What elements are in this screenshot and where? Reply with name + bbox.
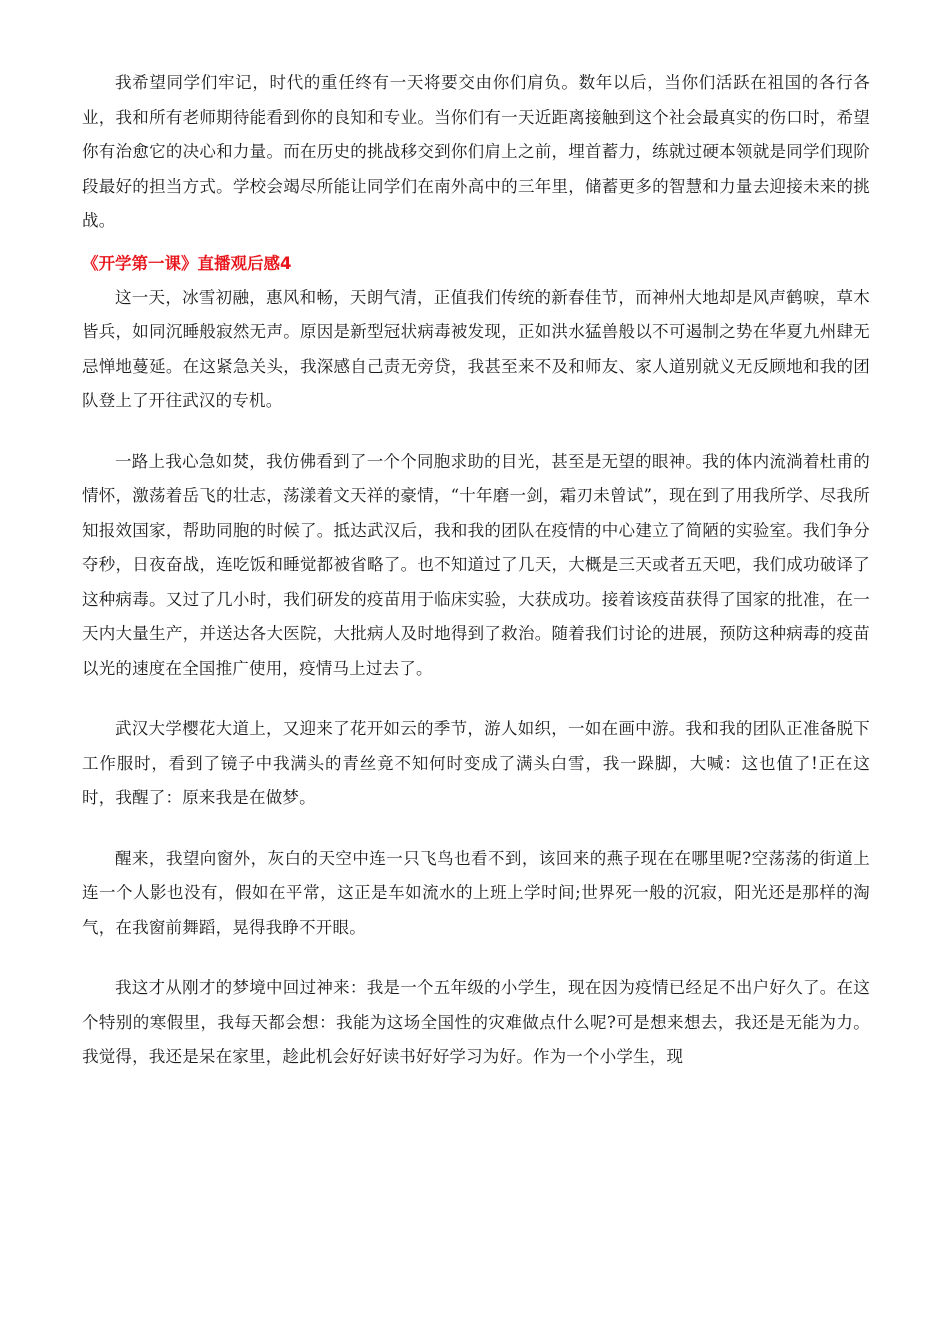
body-paragraph: 我希望同学们牢记，时代的重任终有一天将要交由你们肩负。数年以后，当你们活跃在祖国的各行各业，我和所有老师期待能看到你的良知和专业。当你们有一天近距离接触到这个社会最真实的伤口时，希望你有治愈它的决心和力量。而在历史的挑战移交到你们肩上之前，埋首蓄力，练就过硬本领就是同学们现阶段最好的担当方式。学校会竭尽所能让同学们在南外高中的三年里，储蓄更多的智慧和力量去迎接未来的挑战。	[82, 73, 870, 230]
body-paragraph: 这一天，冰雪初融，惠风和畅，天朗气清，正值我们传统的新春佳节，而神州大地却是风声鹤唳，草木皆兵，如同沉睡般寂然无声。原因是新型冠状病毒被发现，正如洪水猛兽般以不可遏制之势在华夏九州肆无忌惮地蔓延。在这紧急关头，我深感自己责无旁贷，我甚至来不及和师友、家人道别就义无反顾地和我的团队登上了开往武汉的专机。	[82, 287, 870, 410]
document-page	[82, 66, 870, 1101]
body-paragraph: 我这才从刚才的梦境中回过神来：我是一个五年级的小学生，现在因为疫情已经足不出户好久了。在这个特别的寒假里，我每天都会想：我能为这场全国性的灾难做点什么呢?可是想来想去，我还是无能为力。我觉得，我还是呆在家里，趁此机会好好读书好好学习为好。作为一个小学生，现	[82, 978, 870, 1066]
section-heading: 《开学第一课》直播观后感4	[82, 253, 292, 273]
body-paragraph: 醒来，我望向窗外，灰白的天空中连一只飞鸟也看不到，该回来的燕子现在在哪里呢?空荡荡的街道上连一个人影也没有，假如在平常，这正是车如流水的上班上学时间;世界死一般的沉寂，阳光还是那样的淘气，在我窗前舞蹈，晃得我睁不开眼。	[82, 848, 870, 937]
body-paragraph: 一路上我心急如焚，我仿佛看到了一个个同胞求助的目光，甚至是无望的眼神。我的体内流淌着杜甫的情怀，激荡着岳飞的壮志，荡漾着文天祥的豪情，“十年磨一剑，霜刃未曾试”，现在到了用我所学、尽我所知报效国家，帮助同胞的时候了。抵达武汉后，我和我的团队在疫情的中心建立了简陋的实验室。我们争分夺秒，日夜奋战，连吃饭和睡觉都被省略了。也不知道过了几天，大概是三天或者五天吧，我们成功破译了这种病毒。又过了几小时，我们研发的疫苗用于临床实验，大获成功。接着该疫苗获得了国家的批准，在一天内大量生产，并送达各大医院，大批病人及时地得到了救治。随着我们讨论的进展，预防这种病毒的疫苗以光的速度在全国推广使用，疫情马上过去了。	[82, 451, 870, 678]
body-paragraph: 武汉大学樱花大道上，又迎来了花开如云的季节，游人如织，一如在画中游。我和我的团队正准备脱下工作服时，看到了镜子中我满头的青丝竟不知何时变成了满头白雪，我一跺脚，大喊：这也值了!正在这时，我醒了：原来我是在做梦。	[82, 719, 870, 807]
